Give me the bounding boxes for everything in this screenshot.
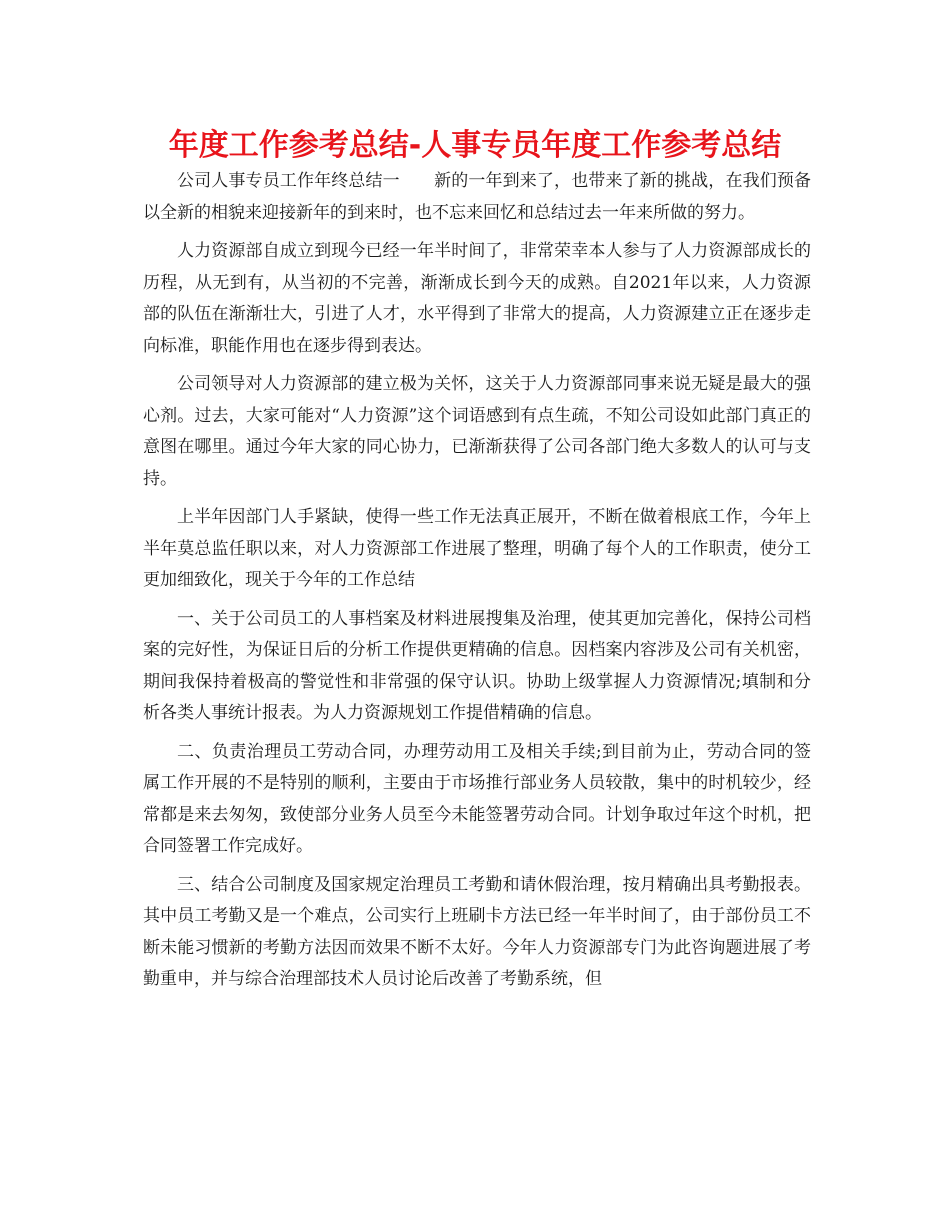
- body-paragraph-4: 上半年因部门人手紧缺，使得一些工作无法真正展开，不断在做着根底工作，今年上半年莫总监任职以来，对人力资源部工作进展了整理，明确了每个人的工作职责，使分工更加细致化，现关于今年的工作总结: [143, 507, 811, 590]
- body-paragraph-1: 公司人事专员工作年终总结一 新的一年到来了，也带来了新的挑战，在我们预备以全新的相貌来迎接新年的到来时，也不忘来回忆和总结过去一年来所做的努力。: [143, 171, 811, 223]
- document-title: 年度工作参考总结-人事专员年度工作参考总结: [168, 128, 782, 163]
- body-paragraph-7: 三、结合公司制度及国家规定治理员工考勤和请休假治理，按月精确出具考勤报表。其中员工考勤又是一个难点，公司实行上班刷卡方法已经一年半时间了，由于部份员工不断未能习惯新的考勤方法因而效果不断不太好。今年人力资源部专门为此咨询题进展了考勤重申，并与综合治理部技术人员讨论后改善了考勤系统，但: [143, 874, 811, 989]
- body-paragraph-3: 公司领导对人力资源部的建立极为关怀，这关于人力资源部同事来说无疑是最大的强心剂。过去，大家可能对“人力资源”这个词语感到有点生疏，不知公司设如此部门真正的意图在哪里。通过今年大家的同心协力，已渐渐获得了公司各部门绝大多数人的认可与支持。: [143, 374, 811, 489]
- body-paragraph-2: 人力资源部自成立到现今已经一年半时间了，非常荣幸本人参与了人力资源部成长的历程，从无到有，从当初的不完善，渐渐成长到今天的成熟。自2021年以来，人力资源部的队伍在渐渐壮大，引进了人才，水平得到了非常大的提高，人力资源建立正在逐步走向标准，职能作用也在逐步得到表达。: [143, 241, 811, 356]
- body-paragraph-6: 二、负责治理员工劳动合同，办理劳动用工及相关手续;到目前为止，劳动合同的签属工作开展的不是特别的顺利，主要由于市场推行部业务人员较散，集中的时机较少，经常都是来去匆匆，致使部分业务人员至今未能签署劳动合同。计划争取过年这个时机，把合同签署工作完成好。: [143, 741, 811, 856]
- document-body: [143, 166, 811, 1003]
- body-paragraph-5: 一、关于公司员工的人事档案及材料进展搜集及治理，使其更加完善化，保持公司档案的完好性，为保证日后的分析工作提供更精确的信息。因档案内容涉及公司有关机密，期间我保持着极高的警觉性和非常强的保守认识。协助上级掌握人力资源情况;填制和分析各类人事统计报表。为人力资源规划工作提借精确的信息。: [143, 608, 811, 723]
